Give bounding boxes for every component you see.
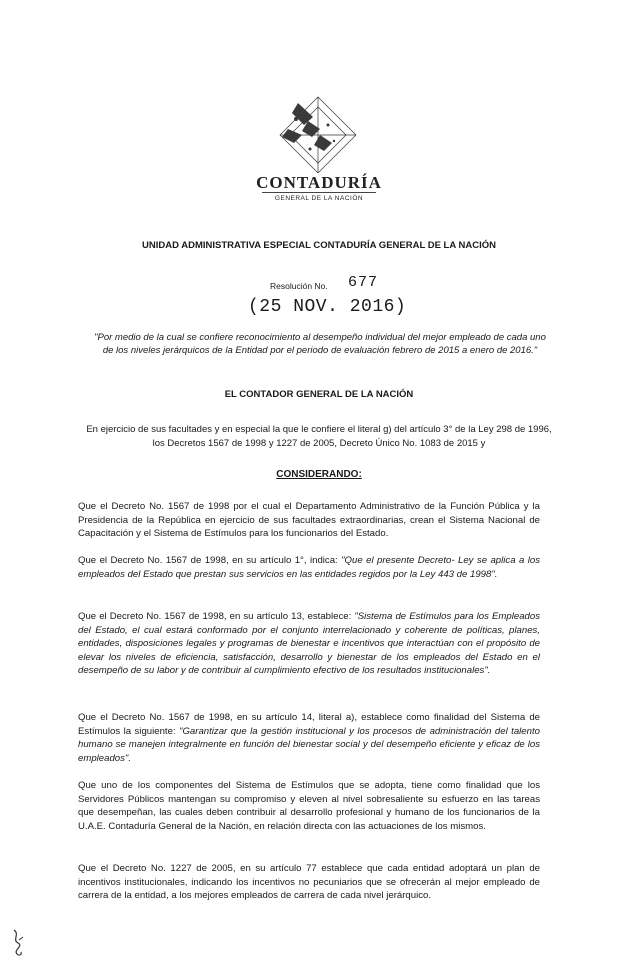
considerando-paragraph: Que uno de los componentes del Sistema de Estímulos que se adopta, tiene como finalidad que los Servidores Públicos mantengan su compromiso y eleven al nivel sobresaliente su esfuerzo en las tareas que desempeñan, las cuales deben contribuir al desarrollo profesional y humano de los funcionarios de la U.A.E. Contaduría General de la Nación, en relación directa con las actuaciones de los mismos.: [78, 780, 540, 832]
logo-subtitle: GENERAL DE LA NACIÓN: [274, 195, 364, 202]
considerando-paragraph: Que el Decreto No. 1567 de 1998 por el cual el Departamento Administrativo de la Función Pública y la Presidencia de la República en ejercicio de sus facultades extraordinarias, crean el Sistema Nacional de Capacitación y el Sistema de Estímulos para los funcionarios del Estado.: [78, 501, 540, 540]
considerando-paragraph: [78, 610, 540, 678]
considerando-paragraph: [78, 554, 540, 581]
logo: [0, 95, 638, 205]
authority-heading: EL CONTADOR GENERAL DE LA NACIÓN: [224, 389, 414, 400]
paragraph-lead: Que el Decreto No. 1567 de 1998, en su artículo 14, literal a), establece como finalidad del Sistema de Estímulos la siguiente:: [78, 712, 540, 737]
considerando-heading: CONSIDERANDO:: [276, 469, 362, 480]
paragraph-quote: "Sistema de Estímulos para los Empleados del Estado, el cual estará conformado por el conjunto interrelacionado y coherente de políticas, planes, entidades, disposiciones legales y programas de bienestar e incentivos que interactúan con el propósito de elevar los niveles de eficiencia, satisfacción, desarrollo y bienestar de los empleados del Estado en el desempeño de su labor y de contribuir al cumplimiento efectivo de los resultados institucionales".: [78, 611, 540, 677]
margin-initial-mark-icon: [10, 928, 26, 958]
entity-heading: UNIDAD ADMINISTRATIVA ESPECIAL CONTADURÍA GENERAL DE LA NACIÓN: [142, 240, 496, 251]
resolution-date-stamp: (25 NOV. 2016): [248, 297, 407, 317]
resolution-number: 677: [348, 274, 379, 291]
contaduria-logo-mark-icon: [268, 95, 368, 173]
paragraph-quote: "Que el presente Decreto- Ley se aplica a los empleados del Estado que prestan sus servicios en las entidades regidos por la Ley 443 de 1998".: [78, 555, 540, 580]
paragraph-lead: Que el Decreto No. 1567 de 1998, en su artículo 1°, indica:: [78, 555, 342, 566]
paragraph-quote: "Garantizar que la gestión institucional y los procesos de administración del talento humano se manejen integralmente en función del bienestar social y del desempeño eficiente y eficaz de los empleados".: [78, 725, 540, 764]
considerando-paragraph: [78, 711, 540, 765]
paragraph-lead: Que el Decreto No. 1567 de 1998, en su artículo 13, establece:: [78, 611, 355, 622]
considerando-paragraph: Que el Decreto No. 1227 de 2005, en su artículo 77 establece que cada entidad adoptará un plan de incentivos institucionales, indicando los incentivos no pecuniarios que se ofrecerán al mejor empleado de carrera de la entidad, a los mejores empleados de carrera de cada nivel jerárquico.: [78, 863, 540, 902]
authority-powers: En ejercicio de sus facultades y en especial la que le confiere el literal g) del artículo 3° de la Ley 298 de 1996, los Decretos 1567 de 1998 y 1227 de 2005, Decreto Único No. 1083 de 2015 y: [86, 424, 552, 449]
resolution-title: "Por medio de la cual se confiere reconocimiento al desempeño individual del mejor empleado de cada uno de los niveles jerárquicos de la Entidad por el periodo de evaluación febrero de 2015 a enero de 2016.": [94, 332, 546, 356]
logo-divider: [262, 192, 376, 193]
logo-name: CONTADURÍA: [256, 173, 382, 192]
resolution-label: Resolución No.: [270, 281, 328, 291]
